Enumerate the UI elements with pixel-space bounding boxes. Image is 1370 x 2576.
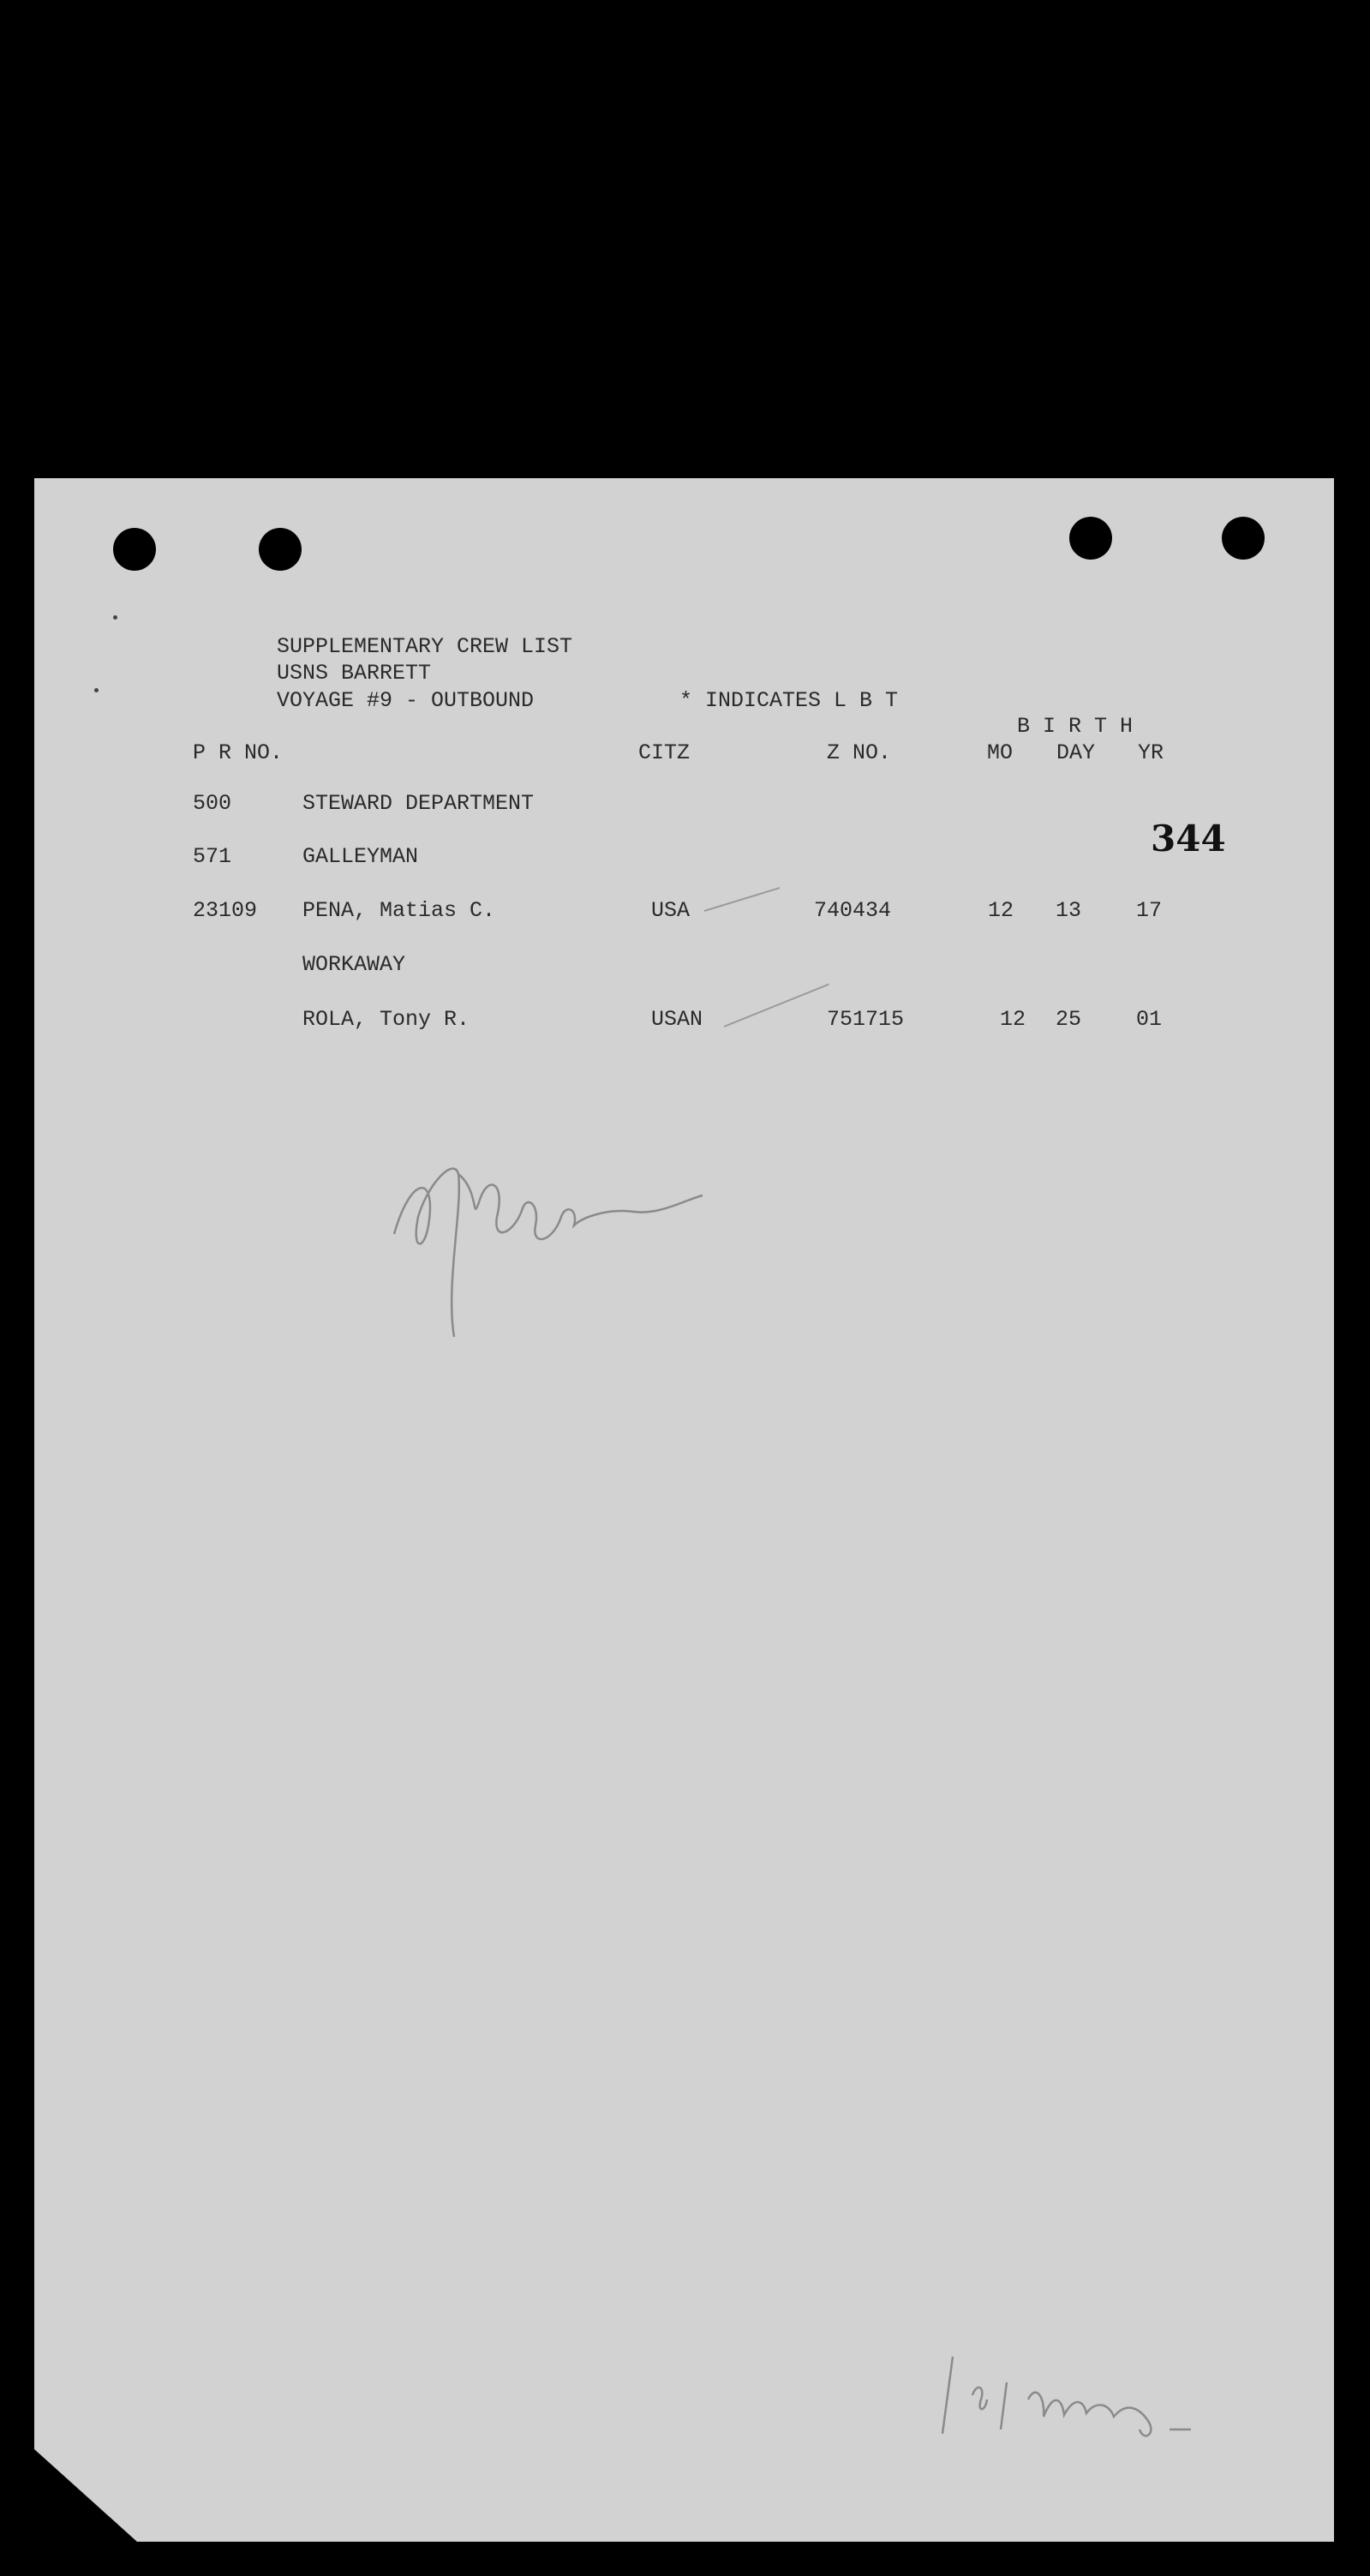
row-birth-day: 25 [1056,1007,1082,1032]
yr-header: YR [1138,740,1164,765]
row-name: ROLA, Tony R. [302,1007,470,1032]
pr-no-header: P R NO. [193,740,284,765]
row-birth-yr: 01 [1136,1007,1163,1032]
mo-header: MO [987,740,1014,765]
pencil-notation [934,2348,1225,2442]
day-header: DAY [1056,740,1096,765]
page-number-stamp: 344 [1151,818,1226,860]
punch-hole [1069,517,1112,560]
row-name: STEWARD DEPARTMENT [302,791,535,816]
row-pr: 571 [193,844,232,869]
row-pr: 500 [193,791,232,816]
punch-hole [1222,517,1265,560]
header-title: SUPPLEMENTARY CREW LIST [277,634,573,659]
header-ship: USNS BARRETT [277,661,432,686]
row-pr: 23109 [193,898,258,923]
row-z-no: 740434 [814,898,892,923]
speck [94,688,99,692]
row-name: PENA, Matias C. [302,898,496,923]
lbt-note: * INDICATES L B T [679,688,899,713]
row-citz: USA [651,898,691,923]
row-birth-day: 13 [1056,898,1082,923]
row-birth-mo: 12 [988,898,1014,923]
row-birth-yr: 17 [1136,898,1163,923]
header-voyage: VOYAGE #9 - OUTBOUND [277,688,535,713]
citz-header: CITZ [638,740,691,765]
row-z-no: 751715 [827,1007,905,1032]
document-page [34,478,1334,2542]
row-birth-mo: 12 [1000,1007,1026,1032]
punch-hole [113,528,156,571]
birth-header: B I R T H [1017,714,1134,739]
speck [113,615,117,620]
punch-hole [259,528,302,571]
handwritten-signature [377,1123,720,1363]
z-no-header: Z NO. [827,740,892,765]
row-name: WORKAWAY [302,952,406,977]
row-name: GALLEYMAN [302,844,419,869]
row-citz: USAN [651,1007,703,1032]
